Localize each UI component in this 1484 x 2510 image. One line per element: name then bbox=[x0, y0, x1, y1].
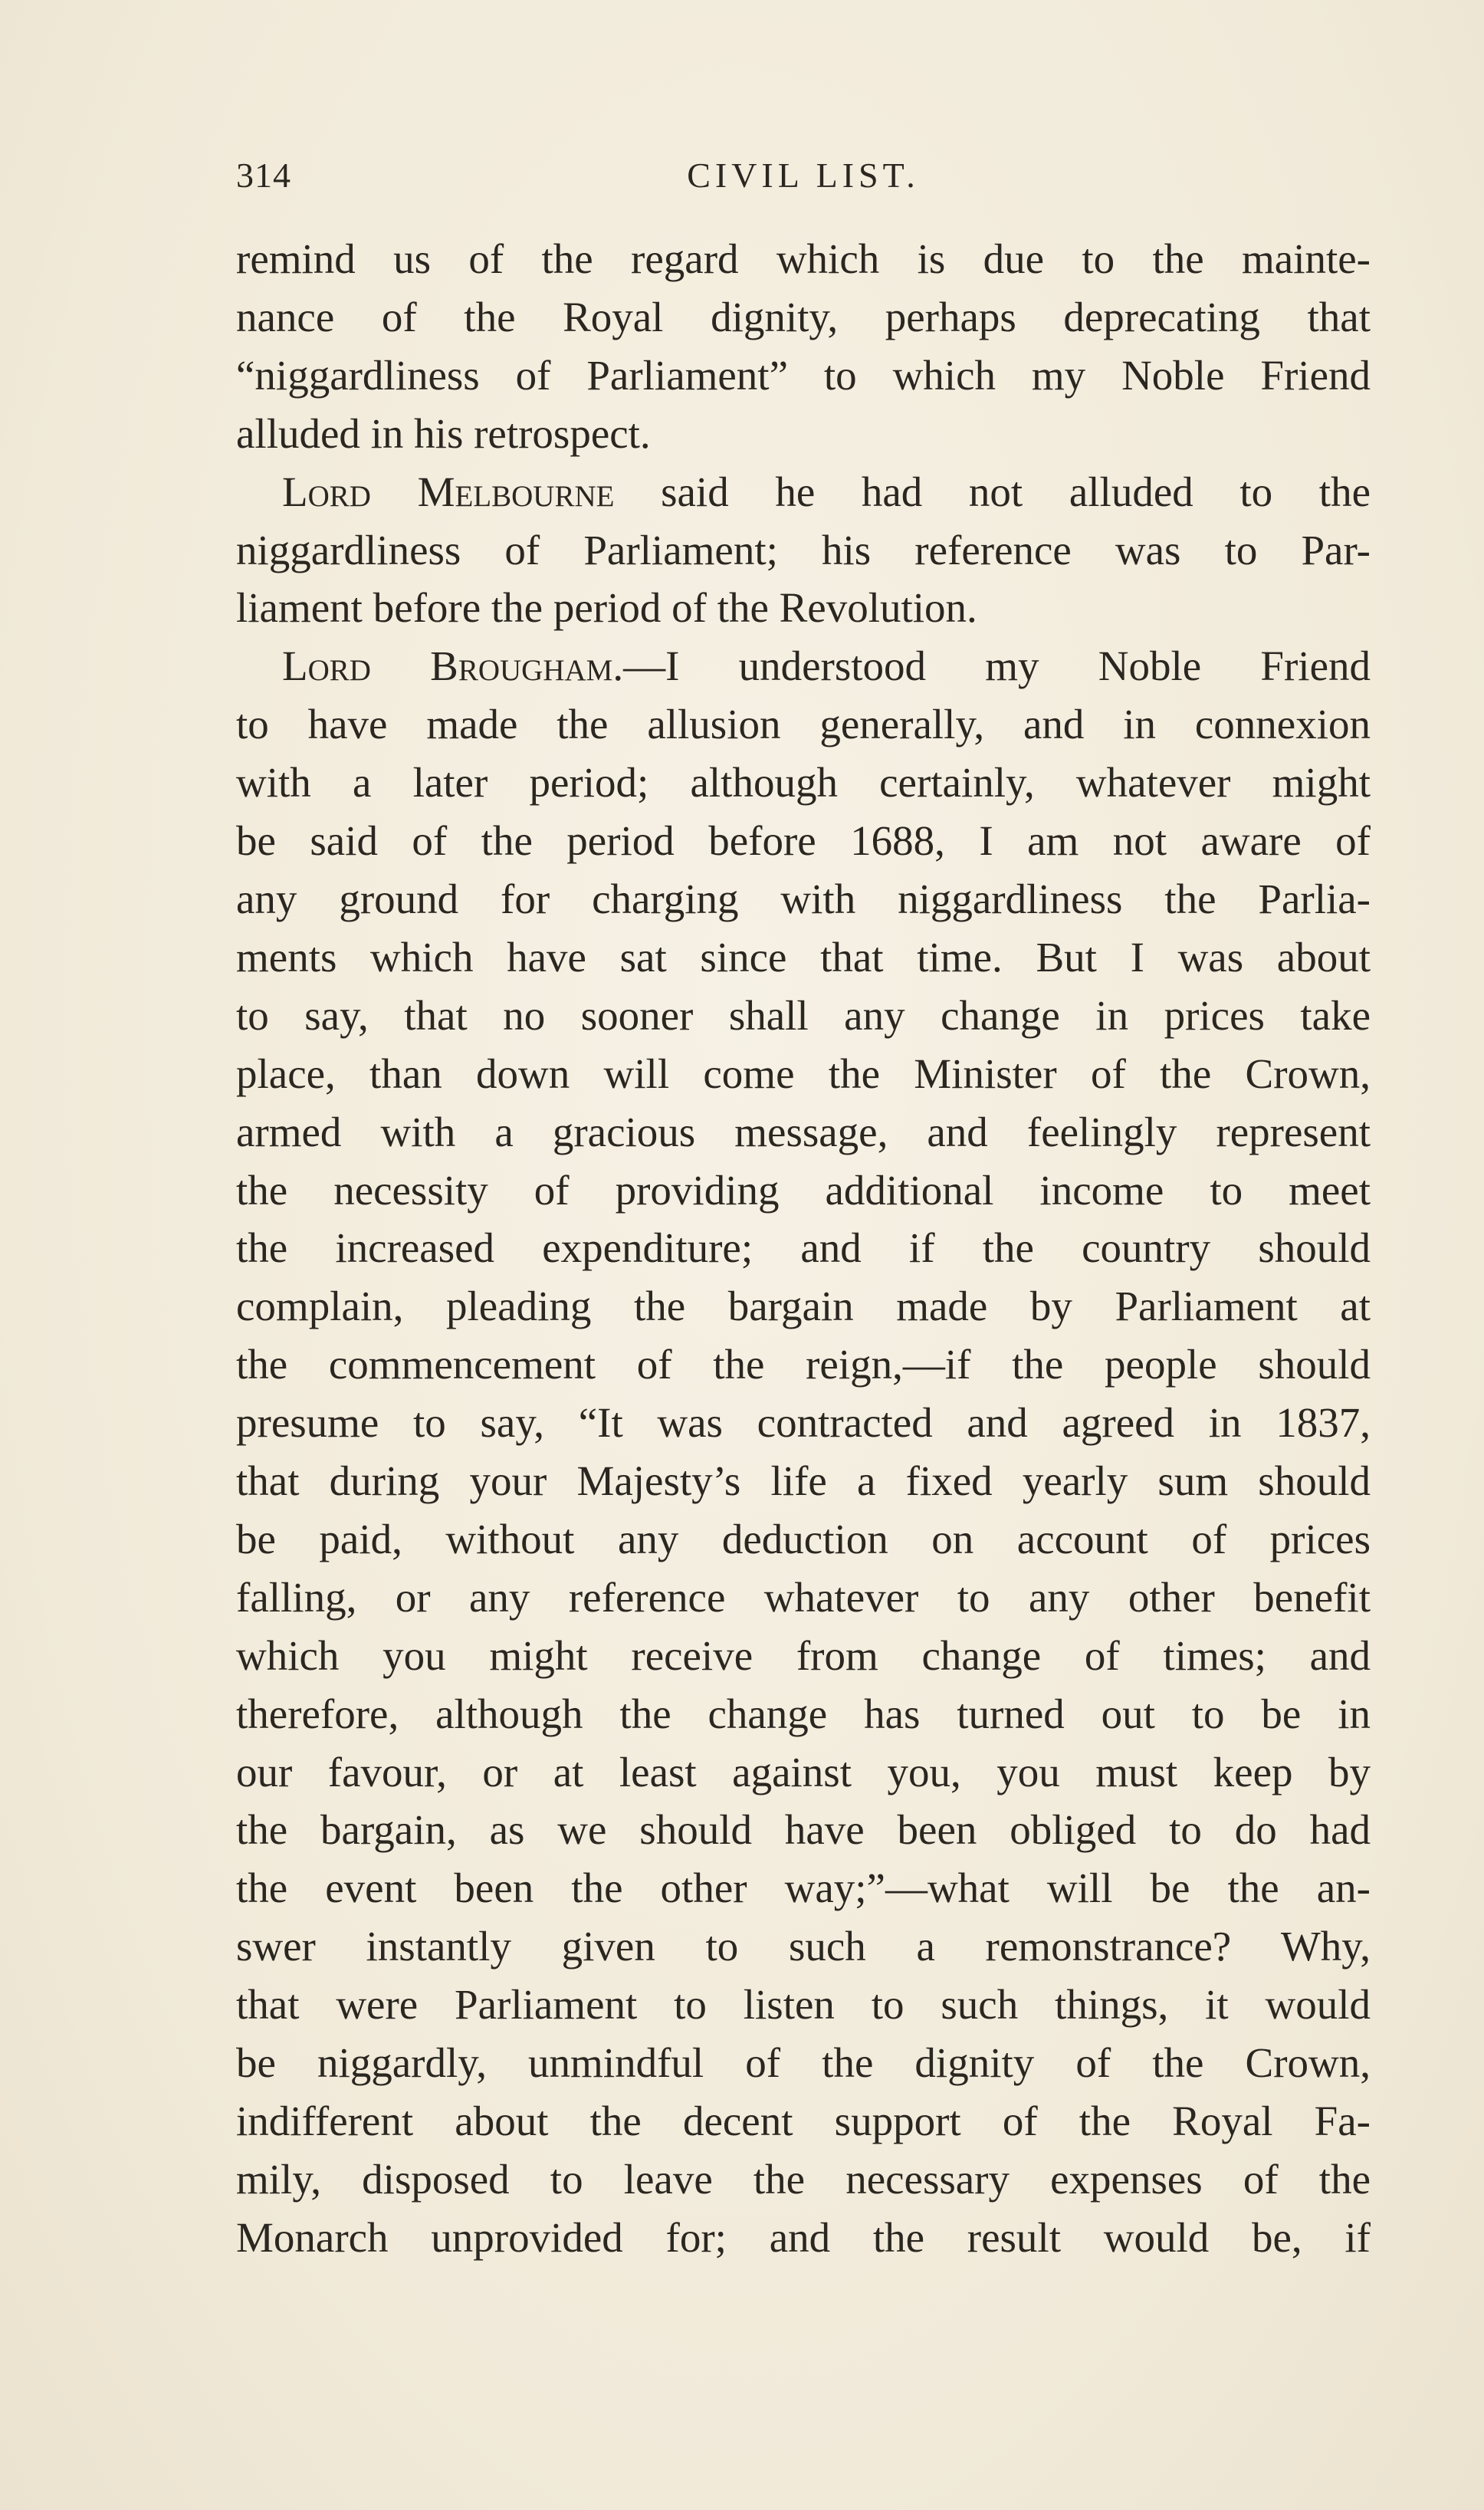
text-line: be paid, without any deduction on account of prices bbox=[236, 1515, 1371, 1562]
text-line: which you might receive from change of times; and bbox=[236, 1631, 1371, 1679]
text-line: liament before the period of the Revolution. bbox=[236, 584, 977, 632]
text-line: with a later period; although certainly, whatever might bbox=[236, 759, 1371, 807]
text-line: complain, pleading the bargain made by Parliament at bbox=[236, 1283, 1371, 1330]
paragraph-3 bbox=[236, 637, 1371, 2266]
text-line: ments which have sat since that time. But I was about bbox=[236, 933, 1371, 981]
text-line: that were Parliament to listen to such things, it would bbox=[236, 1981, 1371, 2029]
text-line: to say, that no sooner shall any change in prices take bbox=[236, 991, 1371, 1039]
text-line: any ground for charging with niggardliness the Parlia- bbox=[236, 875, 1371, 922]
text-line bbox=[236, 637, 1371, 695]
speaker-name: Lord Brougham. bbox=[282, 642, 624, 690]
text-line: nance of the Royal dignity, perhaps deprecating that bbox=[236, 293, 1371, 340]
text-line: to have made the allusion generally, and in connexion bbox=[236, 701, 1371, 748]
paragraph-2 bbox=[236, 463, 1371, 638]
page-header bbox=[236, 155, 1371, 201]
speaker-name: Lord Melbourne bbox=[282, 468, 615, 515]
text-line: armed with a gracious message, and feelingly represent bbox=[236, 1108, 1371, 1155]
running-head: CIVIL LIST. bbox=[687, 156, 920, 195]
text-line bbox=[236, 463, 1371, 521]
text-line: swer instantly given to such a remonstrance? Why, bbox=[236, 1923, 1371, 1970]
text-line: the commencement of the reign,—if the people should bbox=[236, 1341, 1371, 1388]
text-line: niggardliness of Parliament; his reference was to Par- bbox=[236, 526, 1371, 573]
text-line: falling, or any reference whatever to any other benefit bbox=[236, 1573, 1371, 1621]
text-line: indifferent about the decent support of the Royal Fa- bbox=[236, 2098, 1371, 2144]
text-line: “niggardliness of Parliament” to which my Noble Friend bbox=[236, 351, 1371, 399]
page-number: 314 bbox=[236, 156, 291, 195]
text-line: mily, disposed to leave the necessary expenses of the bbox=[236, 2155, 1371, 2203]
body-text bbox=[236, 230, 1371, 2267]
text-line: the event been the other way;”—what will be the an- bbox=[236, 1864, 1371, 1912]
text-line: the bargain, as we should have been obliged to do had bbox=[236, 1806, 1371, 1854]
text-line: therefore, although the change has turned out to be in bbox=[236, 1690, 1371, 1737]
text-line: our favour, or at least against you, you must keep by bbox=[236, 1748, 1371, 1795]
text-line: the necessity of providing additional income to meet bbox=[236, 1166, 1371, 1214]
text-line: Monarch unprovided for; and the result would be, if bbox=[236, 2213, 1371, 2261]
text-line: remind us of the regard which is due to the mainte- bbox=[236, 235, 1371, 282]
text-line: presume to say, “It was contracted and agreed in 1837, bbox=[236, 1399, 1371, 1447]
text-line: place, than down will come the Minister of the Crown, bbox=[236, 1050, 1371, 1097]
text-line: be niggardly, unmindful of the dignity of the Crown, bbox=[236, 2039, 1371, 2087]
text-segment: said he had not alluded to the bbox=[614, 468, 1371, 515]
text-segment: —I understood my Noble Friend bbox=[623, 642, 1371, 690]
text-line: that during your Majesty’s life a fixed yearly sum should bbox=[236, 1457, 1371, 1505]
paragraph-1 bbox=[236, 230, 1371, 463]
text-line: the increased expenditure; and if the country should bbox=[236, 1224, 1371, 1272]
text-line: be said of the period before 1688, I am not aware of bbox=[236, 817, 1371, 865]
text-line: alluded in his retrospect. bbox=[236, 409, 651, 457]
